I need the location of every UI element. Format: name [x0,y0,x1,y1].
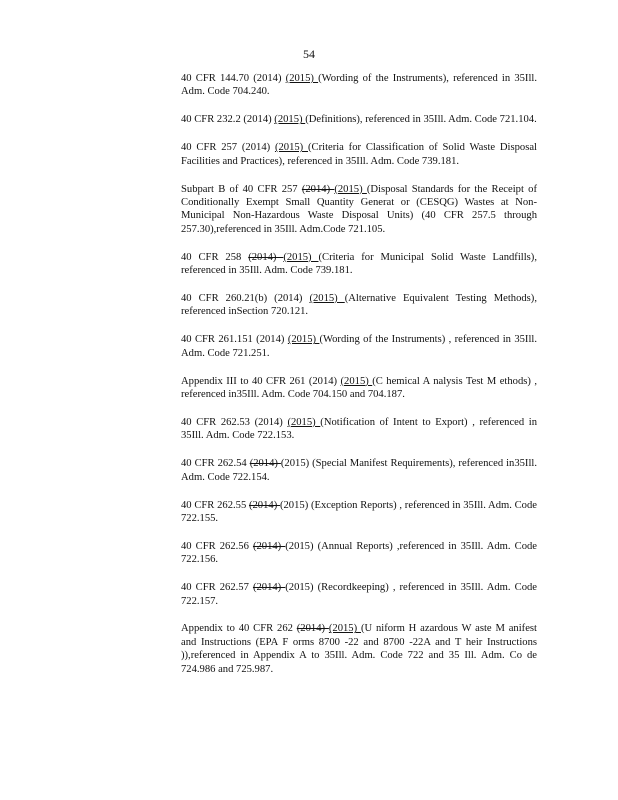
reference-entry [181,333,537,360]
entry-text: 40 CFR 262.54 [181,458,250,470]
entry-text: 40 CFR 261.151 (2014) [181,334,288,346]
entry-text: (2015) (Exception Reports) , referenced in 35Ill. Adm. Code 722.155. [181,499,537,524]
entry-text: Appendix to 40 CFR 262 [181,623,297,635]
reference-entry [181,113,537,126]
entry-text: 40 CFR 232.2 (2014) [181,114,275,126]
entry-text: (Disposal Standards for the Receipt of Conditionally Exempt Small Quantity Generat or (CESQG) Wastes at Non-Municipal Non-Hazardous Waste Disposal Units) (40 CFR 257.5 through 257.30),referenced in 35Ill. Adm.Code 721.105. [181,183,537,235]
entry-text: Appendix III to 40 CFR 261 (2014) [181,375,341,387]
entry-text: (Definitions), referenced in 35Ill. Adm. Code 721.104. [305,114,537,126]
entry-text: 40 CFR 144.70 (2014) [181,73,286,84]
reference-entry [181,183,537,237]
entry-text: Subpart B of 40 CFR 257 [181,183,302,195]
reference-entry [181,622,537,676]
deleted-text: (2014) [252,540,286,552]
entry-text: (U niform H azardous W aste M anifest and Instructions (EPA F orms 8700 -22 and 8700 -22A and T heir Instructions )),referenced in Appendix A to 35Ill. Adm. Code 722 and 35 Ill. Adm. Co de 724.986 and 725.987. [181,623,537,675]
inserted-text: (2015) [274,142,308,154]
deleted-text: (2014) [248,499,280,511]
entry-text: (Wording of the Instruments) , referenced in 35Ill. Adm. Code 721.251. [181,334,537,359]
reference-entry [181,141,537,168]
inserted-text: (2015) [285,73,319,84]
inserted-text: (2015) [287,334,320,346]
entry-text: (Criteria for Classification of Solid Waste Disposal Facilities and Practices), referenced in 35Ill. Adm. Code 739.181. [181,142,537,167]
inserted-text: (2015) [309,292,345,304]
entry-text: 40 CFR 260.21(b) (2014) [181,292,310,304]
reference-entry [181,416,537,443]
entry-text: (C hemical A nalysis Test M ethods) , referenced in35Ill. Adm. Code 704.150 and 704.187. [181,375,537,400]
entry-text: 40 CFR 257 (2014) [181,142,275,154]
deleted-text: (2014) [248,251,284,263]
entry-text: 40 CFR 262.53 (2014) [181,416,288,428]
reference-entry [181,72,537,99]
deleted-text: (2014) [296,623,329,635]
inserted-text: (2015) [334,183,367,195]
deleted-text: (2014) [249,458,281,470]
inserted-text: (2015) [340,375,373,387]
reference-entry [181,540,537,567]
entry-text: (Notification of Intent to Export) , referenced in 35Ill. Adm. Code 722.153. [181,416,537,442]
inserted-text: (2015) [283,251,319,263]
deleted-text: (2014) [301,183,335,195]
reference-entry [181,251,537,278]
entry-text: 40 CFR 262.57 [181,582,253,594]
entry-text: 40 CFR 262.56 [181,540,253,552]
reference-entry [181,499,537,526]
reference-entry [181,375,537,402]
reference-entry [181,457,537,484]
entry-text: (Alternative Equivalent Testing Methods), referenced inSection 720.121. [181,292,537,318]
entry-text: (2015) (Special Manifest Requirements), referenced in35Ill. Adm. Code 722.154. [181,458,537,483]
reference-entry [181,581,537,608]
entry-text: (Wording of the Instruments), referenced in 35Ill. Adm. Code 704.240. [181,73,537,98]
entry-text: 40 CFR 262.55 [181,499,249,511]
entry-text: 40 CFR 258 [181,251,249,263]
entry-text: (2015) (Annual Reports) ,referenced in 35Ill. Adm. Code 722.156. [181,540,537,566]
inserted-text: (2015) [287,416,321,428]
entry-text: (2015) (Recordkeeping) , referenced in 35Ill. Adm. Code 722.157. [181,582,537,607]
reference-entry [181,292,537,319]
inserted-text: (2015) [274,114,306,126]
inserted-text: (2015) [328,623,361,635]
deleted-text: (2014) [252,582,286,594]
page-number: 54 [303,47,315,61]
entry-text: (Criteria for Municipal Solid Waste Landfills), referenced in 35Ill. Adm. Code 739.181. [181,251,537,277]
reference-list [181,72,537,691]
